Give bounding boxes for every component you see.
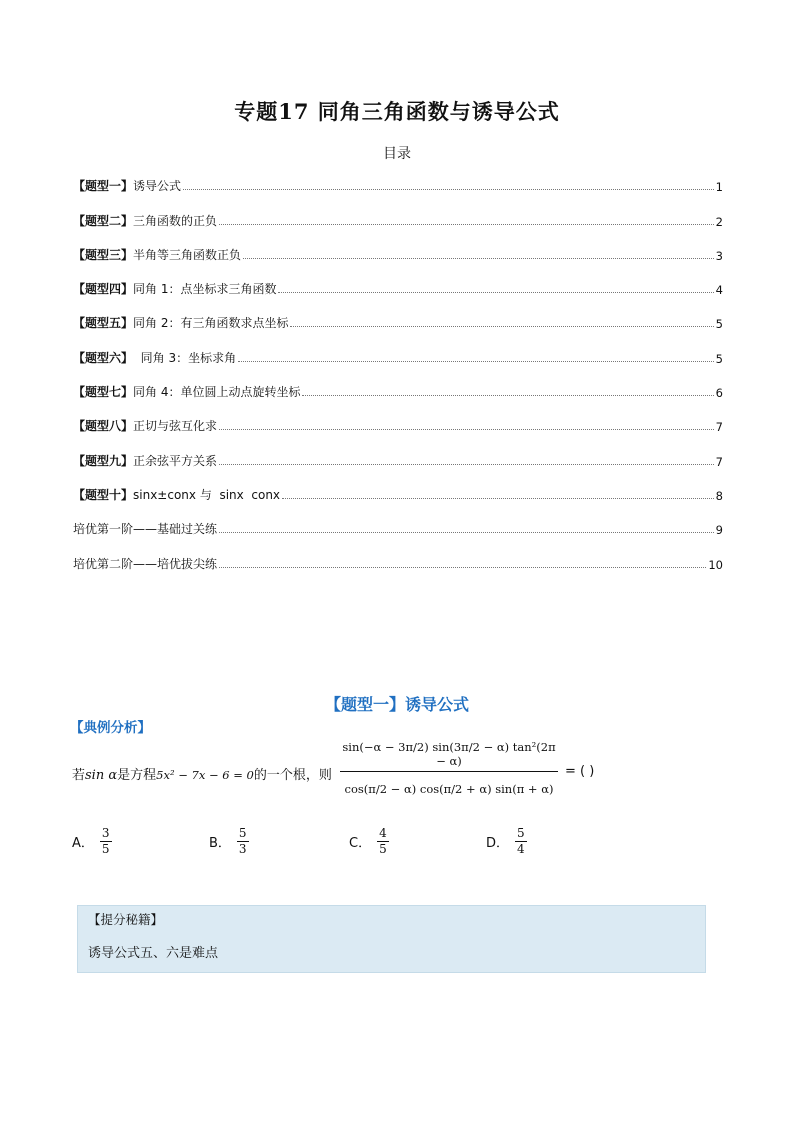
toc-item[interactable]	[73, 194, 723, 228]
toc-item-page: 4	[715, 283, 723, 298]
toc-item-text: 诱导公式	[133, 179, 182, 194]
toc-dots	[243, 258, 714, 259]
toc-dots	[219, 429, 714, 430]
choice-fraction	[377, 826, 389, 857]
choice-fraction	[237, 826, 249, 857]
toc-item-label: 【题型二】	[73, 213, 134, 228]
stem-mid: 是方程	[117, 768, 157, 783]
toc-item-label: 【题型十】	[73, 487, 134, 502]
toc-item[interactable]	[73, 160, 723, 194]
toc-item-text: 同角 4：单位圆上动点旋转坐标	[133, 385, 301, 400]
toc-item-page: 5	[715, 351, 723, 366]
toc-item[interactable]	[73, 503, 723, 537]
toc-item[interactable]	[73, 537, 723, 571]
choice-letter: A．	[72, 836, 94, 851]
toc-item-page: 10	[708, 557, 723, 572]
toc-item-page: 1	[715, 180, 723, 195]
choice-numerator: 3	[101, 826, 110, 840]
toc-dots	[282, 498, 714, 499]
choice-letter: B．	[209, 836, 231, 851]
question-stem	[72, 764, 332, 783]
choice-c[interactable]	[349, 826, 389, 857]
choice-denominator: 3	[238, 842, 247, 856]
toc-dots	[219, 567, 706, 568]
toc-item[interactable]	[73, 366, 723, 400]
toc-item[interactable]	[73, 469, 723, 503]
stem-prefix: 若	[72, 768, 86, 783]
example-title: 【典例分析】	[70, 720, 151, 736]
toc-item[interactable]	[73, 297, 723, 331]
toc-title: 目录	[383, 146, 411, 162]
toc-item-page: 5	[715, 317, 723, 332]
toc-dots	[278, 292, 713, 293]
choice-fraction	[515, 826, 527, 857]
toc-dots	[290, 326, 713, 327]
toc-item-label: 【题型九】	[73, 453, 134, 468]
toc-item-label: 【题型五】	[73, 316, 134, 331]
toc-item[interactable]	[73, 263, 723, 297]
toc-item-page: 8	[715, 488, 723, 503]
toc-item-page: 7	[715, 454, 723, 469]
table-of-contents	[73, 160, 723, 572]
toc-item-text: 同角 3：坐标求角	[133, 350, 237, 365]
toc-item-label: 【题型一】	[73, 179, 134, 194]
toc-dots	[302, 395, 713, 396]
choice-denominator: 4	[517, 842, 525, 856]
toc-item[interactable]	[73, 331, 723, 365]
toc-item-label: 【题型三】	[73, 247, 134, 262]
expression-fraction	[340, 737, 558, 806]
choice-fraction	[100, 826, 112, 857]
toc-item-text: 同角 1：点坐标求三角函数	[133, 282, 277, 297]
toc-dots	[238, 361, 714, 362]
fraction-denominator: cos(π/2 − α) cos(π/2 + α) sin(π + α)	[344, 782, 554, 796]
toc-item-text: sinx±conx 与 sinx conx	[133, 487, 281, 502]
toc-dots	[219, 532, 714, 533]
toc-item-page: 2	[715, 214, 723, 229]
section-title: 【题型一】诱导公式	[324, 695, 469, 714]
toc-dots	[219, 464, 714, 465]
choice-letter: C．	[349, 836, 372, 851]
tip-body: 诱导公式五、六是难点	[88, 946, 219, 961]
choice-b[interactable]	[209, 826, 249, 857]
question	[72, 737, 732, 807]
toc-item-text: 培优第二阶——培优拔尖练	[73, 556, 218, 571]
toc-item-label: 【题型八】	[73, 419, 134, 434]
toc-item-text: 正切与弦互化求	[133, 419, 218, 434]
toc-item-page: 9	[715, 523, 723, 538]
toc-item-label: 【题型七】	[73, 385, 134, 400]
choice-letter: D．	[486, 836, 510, 851]
toc-item-page: 3	[715, 248, 723, 263]
toc-item-text: 培优第一阶——基础过关练	[73, 522, 218, 537]
toc-item-label: 【题型六】	[73, 350, 134, 365]
tip-box	[77, 905, 706, 973]
toc-dots	[219, 224, 714, 225]
choice-numerator: 4	[379, 826, 387, 840]
toc-item-page: 6	[715, 386, 723, 401]
toc-item-text: 半角等三角函数正负	[133, 247, 242, 262]
choice-denominator: 5	[101, 842, 110, 856]
toc-item-text: 正余弦平方关系	[133, 453, 218, 468]
toc-dots	[183, 189, 714, 190]
choice-d[interactable]	[486, 826, 527, 857]
stem-equation: 5x² − 7x − 6 = 0	[156, 768, 254, 782]
toc-item[interactable]	[73, 229, 723, 263]
toc-item-page: 7	[715, 420, 723, 435]
choice-a[interactable]	[72, 826, 112, 857]
choice-numerator: 5	[517, 826, 525, 840]
stem-variable: sin α	[85, 768, 118, 783]
toc-item[interactable]	[73, 400, 723, 434]
fraction-numerator: sin(−α − 3π/2) sin(3π/2 − α) tan²(2π − α)	[342, 740, 556, 768]
tip-heading: 【提分秘籍】	[88, 912, 164, 927]
toc-item[interactable]	[73, 434, 723, 468]
question-tail: = ( )	[565, 764, 595, 779]
choice-numerator: 5	[238, 826, 247, 840]
page-title: 专题17 同角三角函数与诱导公式	[234, 99, 560, 124]
toc-item-text: 三角函数的正负	[133, 213, 218, 228]
toc-item-label: 【题型四】	[73, 282, 134, 297]
toc-item-text: 同角 2：有三角函数求点坐标	[133, 316, 289, 331]
choice-denominator: 5	[379, 842, 387, 856]
stem-suffix: 的一个根，则	[253, 768, 332, 783]
